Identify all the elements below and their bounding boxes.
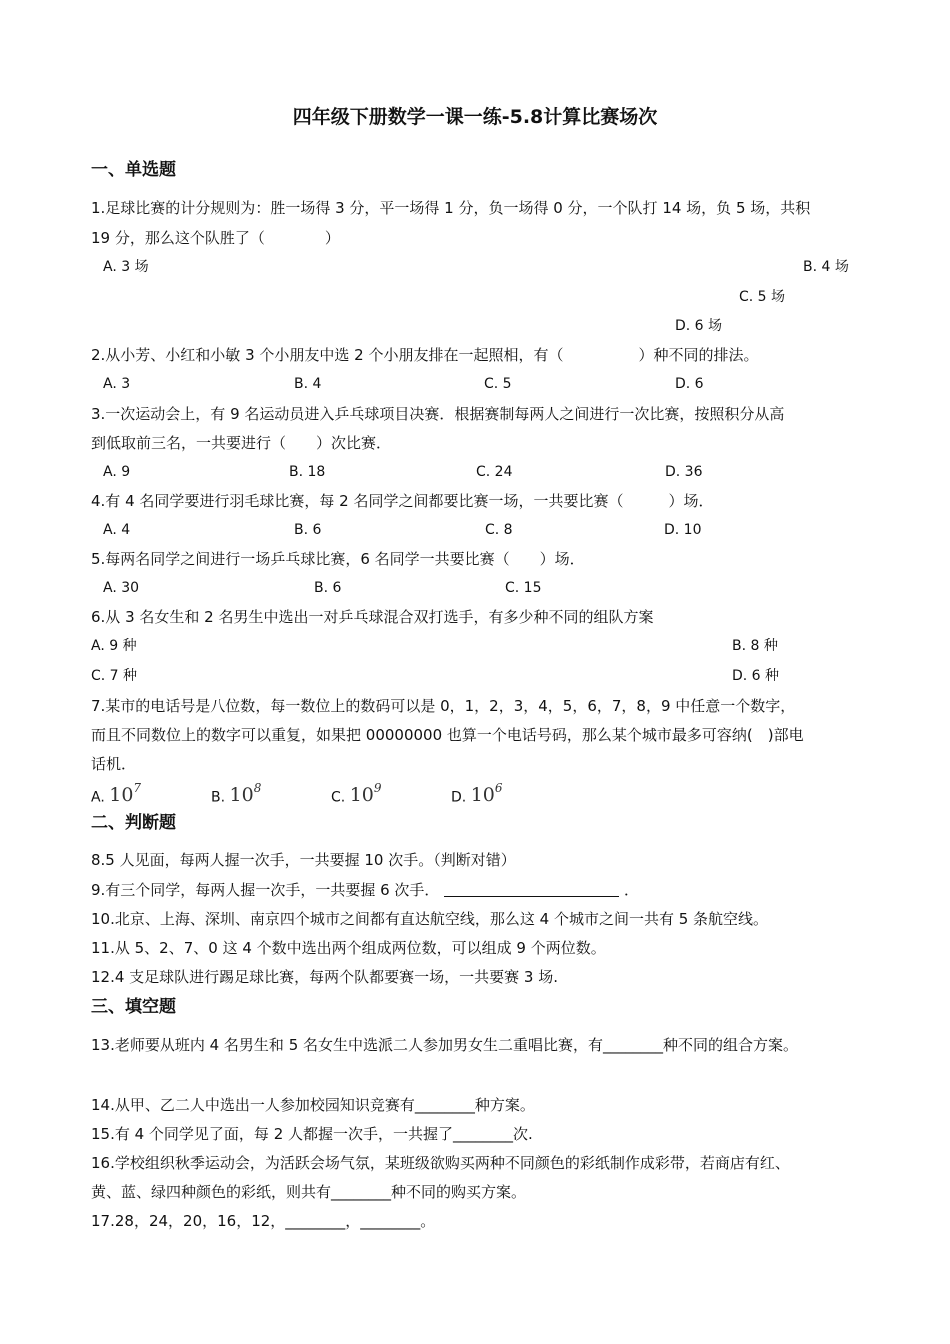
question-5-option-b[interactable]: B. 6	[314, 580, 342, 596]
question-17: 17.28，24，20，16，12，________，________。	[91, 1212, 436, 1230]
answer-blank[interactable]	[444, 882, 619, 897]
power-expression: $10^8$	[229, 781, 262, 807]
question-15: 15.有 4 个同学见了面，每 2 人都握一次手，一共握了________次.	[91, 1125, 533, 1143]
question-3-line-1: 3.一次运动会上，有 9 名运动员进入乒乓球项目决赛．根据赛制每两人之间进行一次比赛，按照积分从高	[91, 405, 785, 423]
question-3-option-d[interactable]: D. 36	[665, 464, 703, 480]
question-1-option-d[interactable]: D. 6 场	[675, 318, 723, 334]
question-6-option-c[interactable]: C. 7 种	[91, 668, 138, 684]
question-4-line-1: 4.有 4 名同学要进行羽毛球比赛，每 2 名同学之间都要比赛一场，一共要比赛（ ）场．	[91, 492, 714, 510]
question-4-option-b[interactable]: B. 6	[294, 522, 322, 538]
question-5-line-1: 5.每两名同学之间进行一场乒乓球比赛，6 名同学一共要比赛（ ）场．	[91, 550, 585, 568]
question-1-line-1: 1.足球比赛的计分规则为：胜一场得 3 分，平一场得 1 分，负一场得 0 分，一个队打 14 场，负 5 场，共积	[91, 199, 811, 217]
option-label: C.	[331, 789, 346, 806]
question-6-option-b[interactable]: B. 8 种	[732, 638, 778, 654]
question-7-line-1: 7.某市的电话号是八位数，每一数位上的数码可以是 0，1，2，3，4，5，6，7，8，9 中任意一个数字，	[91, 697, 796, 715]
question-2-option-a[interactable]: A. 3	[103, 376, 131, 392]
question-3-option-b[interactable]: B. 18	[289, 464, 326, 480]
question-2-line-1: 2.从小芳、小红和小敏 3 个小朋友中选 2 个小朋友排在一起照相，有（ ）种不同的排法。	[91, 346, 759, 364]
question-6-option-a[interactable]: A. 9 种	[91, 638, 137, 654]
option-label: B.	[211, 789, 226, 806]
question-7-line-3: 话机．	[91, 755, 137, 773]
section-heading-single-choice: 一、单选题	[91, 160, 176, 180]
question-12: 12.4 支足球队进行踢足球比赛，每两个队都要赛一场，一共要赛 3 场.	[91, 968, 559, 986]
option-label: A.	[91, 789, 105, 806]
question-9	[91, 880, 639, 900]
question-16-line-2: 黄、蓝、绿四种颜色的彩纸，则共有________种不同的购买方案。	[91, 1183, 527, 1201]
question-5-option-a[interactable]: A. 30	[103, 580, 140, 596]
question-7-line-2: 而且不同数位上的数字可以重复，如果把 00000000 也算一个电话号码，那么某个城市最多可容纳( )部电	[91, 726, 804, 744]
question-1-option-b[interactable]: B. 4 场	[803, 259, 849, 275]
question-4-option-d[interactable]: D. 10	[664, 522, 702, 538]
question-5-option-c[interactable]: C. 15	[505, 580, 542, 596]
question-1-option-c[interactable]: C. 5 场	[739, 289, 786, 305]
question-3-option-c[interactable]: C. 24	[476, 464, 513, 480]
question-9-end: ．	[623, 881, 639, 899]
question-3-option-a[interactable]: A. 9	[103, 464, 131, 480]
option-label: D.	[451, 789, 467, 806]
question-6-line-1: 6.从 3 名女生和 2 名男生中选出一对乒乓球混合双打选手，有多少种不同的组队方案	[91, 608, 654, 626]
section-heading-fill-blank: 三、填空题	[91, 997, 176, 1017]
question-7-option-c[interactable]	[331, 780, 382, 807]
question-16-line-1: 16.学校组织秋季运动会，为活跃会场气氛，某班级欲购买两种不同颜色的彩纸制作成彩带，若商店有红、	[91, 1154, 790, 1172]
question-7-option-a[interactable]	[91, 780, 141, 807]
question-2-option-c[interactable]: C. 5	[484, 376, 512, 392]
page-title: 四年级下册数学一课一练-5.8计算比赛场次	[292, 106, 658, 128]
question-4-option-a[interactable]: A. 4	[103, 522, 131, 538]
section-heading-true-false: 二、判断题	[91, 813, 176, 833]
question-11: 11.从 5、2、7、0 这 4 个数中选出两个组成两位数，可以组成 9 个两位数。	[91, 939, 606, 957]
question-8: 8.5 人见面，每两人握一次手，一共要握 10 次手。（判断对错）	[91, 851, 516, 869]
question-3-line-2: 到低取前三名，一共要进行（ ）次比赛．	[91, 434, 392, 452]
question-2-option-b[interactable]: B. 4	[294, 376, 322, 392]
question-4-option-c[interactable]: C. 8	[485, 522, 513, 538]
question-1-option-a[interactable]: A. 3 场	[103, 259, 149, 275]
question-14: 14.从甲、乙二人中选出一人参加校园知识竞赛有________种方案。	[91, 1096, 535, 1114]
question-7-option-d[interactable]	[451, 780, 503, 807]
question-6-option-d[interactable]: D. 6 种	[732, 668, 780, 684]
power-expression: $10^9$	[349, 781, 382, 807]
question-9-text: 9.有三个同学，每两人握一次手，一共要握 6 次手．	[91, 881, 440, 899]
question-13: 13.老师要从班内 4 名男生和 5 名女生中选派二人参加男女生二重唱比赛，有________种不同的组合方案。	[91, 1036, 799, 1054]
question-1-line-2: 19 分，那么这个队胜了（ ）	[91, 229, 340, 247]
power-expression: $10^7$	[109, 781, 142, 807]
question-7-option-b[interactable]	[211, 780, 261, 807]
power-expression: $10^6$	[470, 781, 503, 807]
question-10: 10.北京、上海、深圳、南京四个城市之间都有直达航空线，那么这 4 个城市之间一共有 5 条航空线。	[91, 910, 769, 928]
question-2-option-d[interactable]: D. 6	[675, 376, 704, 392]
